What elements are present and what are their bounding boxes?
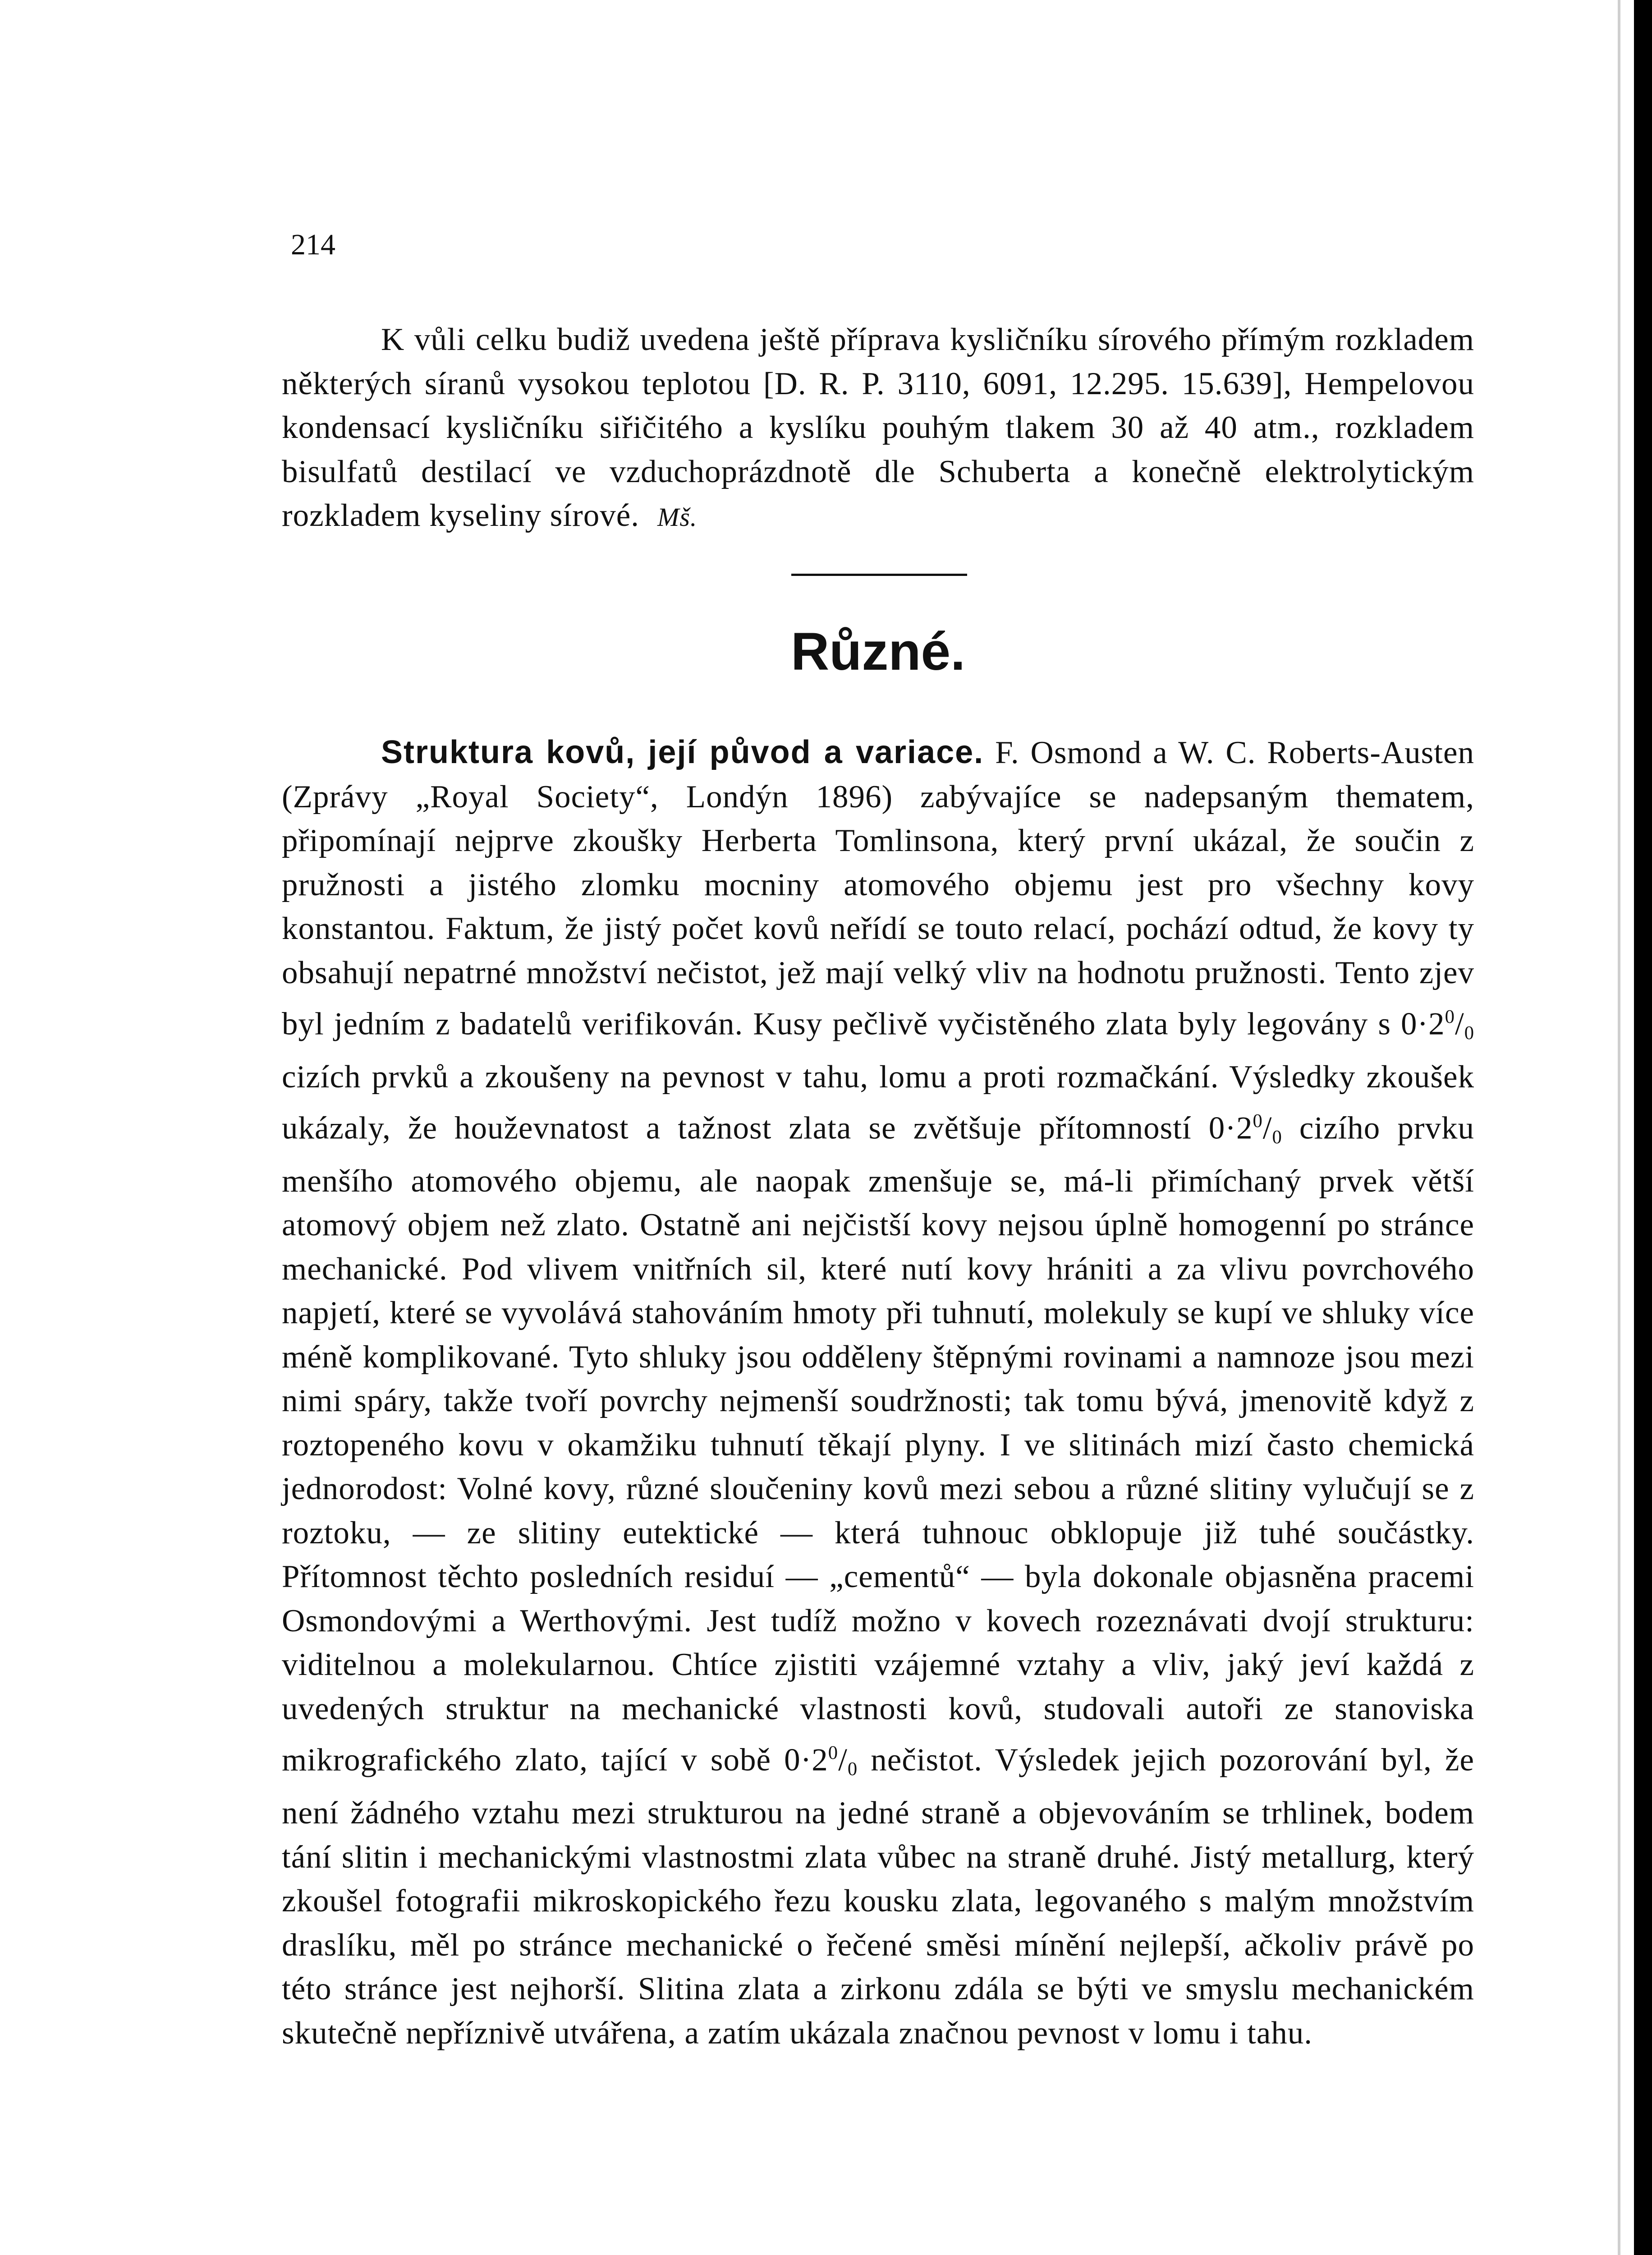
article-text-part-1: F. Osmond a W. C. Roberts-Austen (Zprávy „Royal Society“, Londýn 1896) zabývajíce se nadepsaným thematem, připomínají nejprve zkoušky Herberta Tomlinsona, který první ukázal, že součin z pružnosti a jistého zlomku mocniny atomového objemu jest pro všechny kovy konstantou. Faktum, že jistý počet kovů neřídí se touto relací, pochází odtud, že kovy ty obsahují nepatrné množství nečistot, jež mají velký vliv na hodnotu pružnosti. Tento zjev byl jedním z badatelů verifikován. Kusy pečlivě vyčistěného zlata byly legovány s 0·2 (282, 735, 1475, 1042)
article-title: Struktura kovů, její původ a variace. (381, 734, 984, 770)
page-edge-line (1618, 0, 1620, 2255)
article-text-part-2: cizích prvků a zkoušeny na pevnost v tahu, lomu a proti rozmačkání. Výsledky zkoušek ukázaly, že houževnatost a tažnost zlata se zvětšuje přítomností 0·2 (282, 1059, 1474, 1146)
intro-paragraph (282, 318, 1474, 539)
article-text-part-4: nečistot. Výsledek jejich pozorování byl, že není žádného vztahu mezi strukturou na jedné straně a objevováním se trhlinek, bodem tání slitin i mechanickými vlastnostmi zlata vůbec na straně druhé. Jistý metallurg, který zkoušel fotografii mikroskopického řezu kousku zlata, legovaného s malým množstvím draslíku, měl po stránce mechanické o řečené směsi mínění nejlepší, ačkoliv právě po této stránce jest nejhorší. Slitina zlata a zirkonu zdála se býti ve smyslu mechanickém skutečně nepříznivě utvářena, a zatím ukázala značnou pevnost v lomu i tahu. (282, 1742, 1474, 2051)
section-divider (791, 574, 967, 576)
percent-sup-3: 0 (828, 1742, 839, 1764)
author-signature: Mš. (657, 502, 698, 532)
percent-sub-2: 0 (1272, 1127, 1282, 1148)
percent-sup-2: 0 (1253, 1110, 1263, 1132)
percent-sub-3: 0 (847, 1758, 858, 1780)
intro-text: K vůli celku budiž uvedena ještě příprava kysličníku sírového přímým rozkladem některých síranů vysokou teplotou [D. R. P. 3110, 6091, 12.295. 15.639], Hempelovou kondensací kysličníku siřičitého a kyslíku pouhým tlakem 30 až 40 atm., rozkladem bisulfatů destilací ve vzduchoprázdnotě dle Schuberta a konečně elektrolytickým rozkladem kyseliny sírové. (282, 322, 1474, 533)
section-title: Různé. (791, 622, 965, 681)
percent-sub-1: 0 (1464, 1022, 1474, 1044)
percent-sup-1: 0 (1445, 1006, 1455, 1027)
scan-border (1634, 0, 1652, 2255)
article-text-part-3: cizího prvku menšího atomového objemu, ale naopak zmenšuje se, má-li přimíchaný prvek větší atomový objem než zlato. Ostatně ani nejčistší kovy nejsou úplně homogenní po stránce mechanické. Pod vlivem vnitřních sil, které nutí kovy hrániti a za vlivu povrchového napjetí, které se vyvolává stahováním hmoty při tuhnutí, molekuly se kupí ve shluky více méně komplikované. Tyto shluky jsou odděleny štěpnými rovinami a namnoze jsou mezi nimi spáry, takže tvoří povrchy nejmenší soudržnosti; tak tomu bývá, jmenovitě když z roztopeného kovu v okamžiku tuhnutí těkají plyny. I ve slitinách mizí často chemická jednorodost: Volné kovy, různé sloučeniny kovů mezi sebou a různé slitiny vylučují se z roztoku, — ze slitiny eutektické — která tuhnouc obklopuje již tuhé součástky. Přítomnost těchto posledních residuí — „cementů“ — byla dokonale objasněna pracemi Osmondovými a Werthovými. Jest tudíž možno v kovech rozeznávati dvojí strukturu: viditelnou a molekularnou. Chtíce zjistiti vzájemné vztahy a vliv, jaký jeví každá z uvedených struktur na mechanické vlastnosti kovů, studovali autoři ze stanoviska mikrografického zlato, tající v sobě 0·2 (282, 1110, 1475, 1778)
article-paragraph: Struktura kovů, její původ a variace. F. Osmond a W. C. Roberts-Austen (Zprávy „Royal Society“, Londýn 1896) zabývajíce se nadepsaným thematem, připomínají nejprve zkoušky Herberta Tomlinsona, který první ukázal, že součin z pružnosti a jistého zlomku mocniny atomového objemu jest pro všechny kovy konstantou. Faktum, že jistý počet kovů neřídí se touto relací, pochází odtud, že kovy ty obsahují nepatrné množství nečistot, jež mají velký vliv na hodnotu pružnosti. Tento zjev byl jedním z badatelů verifikován. Kusy pečlivě vyčistěného zlata byly legovány s $0\cdot 2^0/_0$ cizích prvků a zkoušeny na pevnost v tahu, lomu a proti rozmačkání. Výsledky zkoušek ukázaly, že houževnatost a tažnost zlata se zvětšuje přítomností $0\cdot 2^0/_0$ cizího prvku menšího atomového objemu, ale naopak zmenšuje se, má-li přimíchaný prvek větší atomový objem než zlato. Ostatně ani nejčistší kovy nejsou úplně homogenní po stránce mechanické. Pod vlivem vnitřních sil, které nutí kovy hrániti a za vlivu povrchového napjetí, které se vyvolává stahováním hmoty při tuhnutí, molekuly se kupí ve shluky více méně komplikované. Tyto shluky jsou odděleny štěpnými rovinami a namnoze jsou mezi nimi spáry, takže tvoří povrchy nejmenší soudržnosti; tak tomu bývá, jmenovitě když z roztopeného kovu v okamžiku tuhnutí těkají plyny. I ve slitinách mizí často chemická jednorodost: Volné kovy, různé sloučeniny kovů mezi sebou a různé slitiny vylučují se z roztoku, — ze slitiny eutektické — která tuhnouc obklopuje již tuhé součástky. Přítomnost těchto posledních residuí — „cementů“ — byla dokonale objasněna pracemi Osmondovými a Werthovými. Jest tudíž možno v kovech rozeznávati dvojí strukturu: viditelnou a molekularnou. Chtíce zjistiti vzájemné vztahy a vliv, jaký jeví každá z uvedených struktur na mechanické vlastnosti kovů, studovali autoři ze stanoviska mikrografického zlato, tající v sobě $0\cdot 2^0/_0$ nečistot. Výsledek jejich pozorování byl, že není žádného vztahu mezi strukturou na jedné straně a objevováním se trhlinek, bodem tání slitin i mechanickými vlastnostmi zlata vůbec na straně druhé. Jistý metallurg, který zkoušel fotografii mikroskopického řezu kousku zlata, legovaného s malým množstvím draslíku, měl po stránce mechanické o řečené směsi mínění nejlepší, ačkoliv právě po této stránce jest nejhorší. Slitina zlata a zirkonu zdála se býti ve smyslu mechanickém skutečně nepříznivě utvářena, a zatím ukázala značnou pevnost v lomu i tahu. (282, 734, 1475, 2051)
page-number: 214 (291, 228, 335, 261)
